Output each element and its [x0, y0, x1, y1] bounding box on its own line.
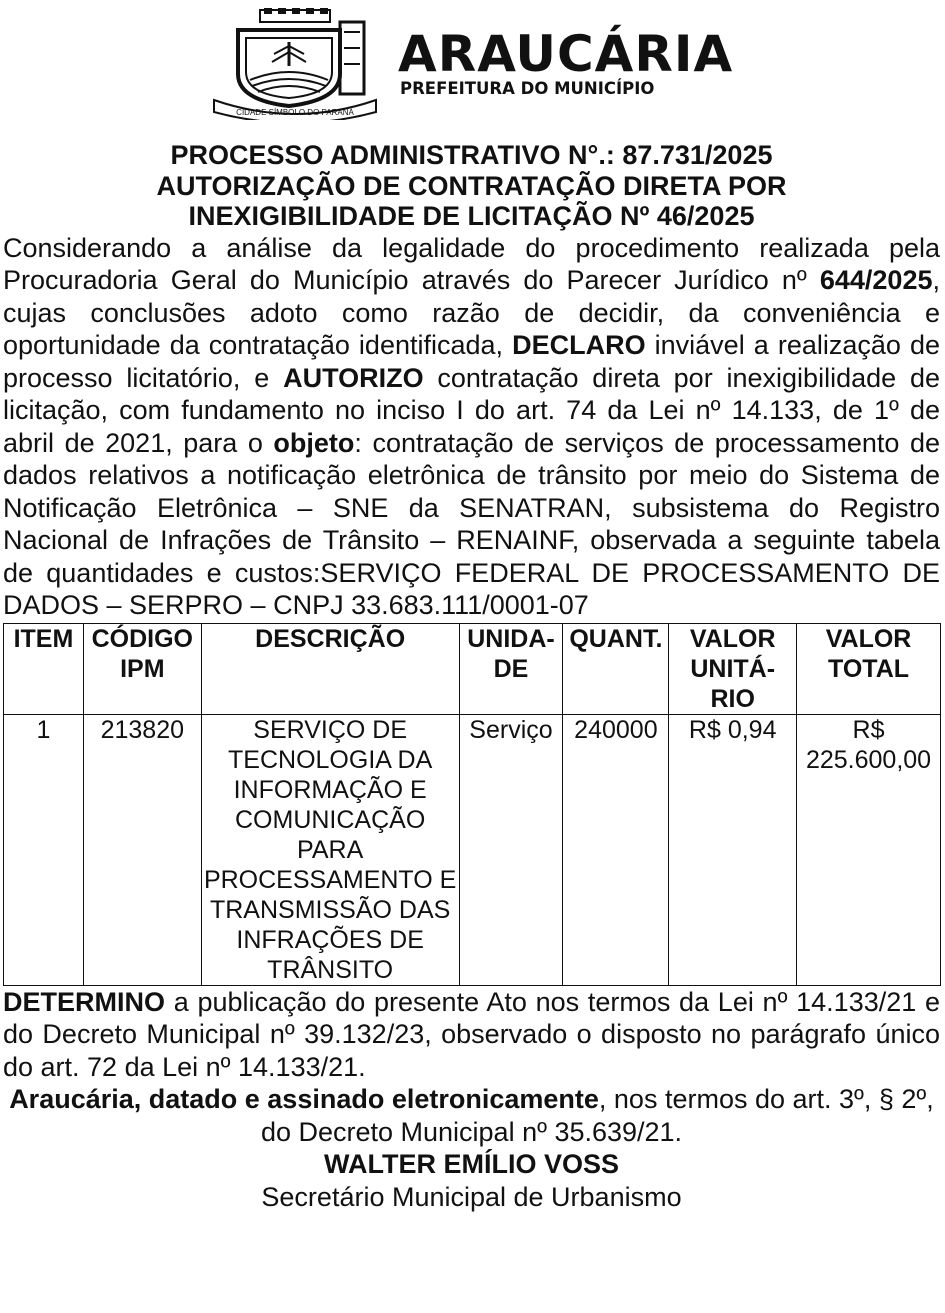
cell-codigo: 213820 — [83, 714, 201, 985]
cell-unidade: Serviço — [459, 714, 563, 985]
col-header-valor-unit: VALOR UNITÁ-RIO — [669, 623, 797, 714]
municipal-crest-icon — [210, 8, 380, 120]
col-header-unidade: UNIDA-DE — [459, 623, 563, 714]
process-title: PROCESSO ADMINISTRATIVO N°.: 87.731/2025 — [170, 140, 773, 170]
considering-paragraph: Considerando a análise da legalidade do procedimento realizada pela Procuradoria Geral do Município através do Parecer Jurídico nº 644/2025, cujas conclusões adoto como razão de decidir, da conveniência e oportunidade da contratação identificada, DECLARO inviável a realização de processo licitatório, e AUTORIZO contratação direta por inexigibilidade de licitação, com fundamento no inciso I do art. 74 da Lei nº 14.133, de 1º de abril de 2021, para o objeto: contratação de serviços de processamento de dados relativos a notificação eletrônica de trânsito por meio do Sistema de Notificação Eletrônica – SNE da SENATRAN, subsistema do Registro Nacional de Infrações de Trânsito – RENAINF, observada a seguinte tabela de quantidades e custos:SERVIÇO FEDERAL DE PROCESSAMENTO DE DADOS – SERPRO – CNPJ 33.683.111/0001-07 — [3, 232, 940, 620]
authorization-title: AUTORIZAÇÃO DE CONTRATAÇÃO DIRETA POR — [156, 170, 787, 201]
cell-quant: 240000 — [563, 714, 669, 985]
cell-valor-unit: R$ 0,94 — [669, 714, 797, 985]
cell-item: 1 — [4, 714, 84, 985]
prefeitura-subtitle: PREFEITURA DO MUNICÍPIO — [400, 79, 655, 98]
signature-place-paragraph: Araucária, datado e assinado eletronicamente, nos termos do art. 3º, § 2º, do Decreto Municipal nº 35.639/21. — [9, 1084, 934, 1147]
col-header-valor-total: VALOR TOTAL — [797, 623, 941, 714]
brand-block — [398, 25, 734, 98]
col-header-item: ITEM — [4, 623, 84, 714]
cell-descricao: SERVIÇO DE TECNOLOGIA DA INFORMAÇÃO E COMUNICAÇÃO PARA PROCESSAMENTO E TRANSMISSÃO DAS INFRAÇÕES DE TRÂNSITO — [201, 714, 459, 985]
table-row — [4, 714, 941, 985]
signer-role: Secretário Municipal de Urbanismo — [261, 1181, 682, 1212]
col-header-codigo: CÓDIGO IPM — [83, 623, 201, 714]
items-table — [3, 623, 941, 986]
document-body — [3, 140, 940, 1213]
cell-valor-total: R$ 225.600,00 — [797, 714, 941, 985]
page-header — [0, 0, 945, 130]
svg-text:CIDADE SÍMBOLO DO PARANÁ: CIDADE SÍMBOLO DO PARANÁ — [236, 108, 354, 117]
col-header-descricao: DESCRIÇÃO — [201, 623, 459, 714]
table-header-row — [4, 623, 941, 714]
determino-paragraph: DETERMINO a publicação do presente Ato nos termos da Lei nº 14.133/21 e do Decreto Municipal nº 39.132/23, observado o disposto no parágrafo único do art. 72 da Lei nº 14.133/21. — [3, 986, 940, 1082]
signer-name: WALTER EMÍLIO VOSS — [323, 1149, 619, 1179]
city-name: ARAUCÁRIA — [398, 25, 734, 83]
inexigibility-title: INEXIGIBILIDADE DE LICITAÇÃO Nº 46/2025 — [188, 201, 755, 231]
col-header-quant: QUANT. — [563, 623, 669, 714]
